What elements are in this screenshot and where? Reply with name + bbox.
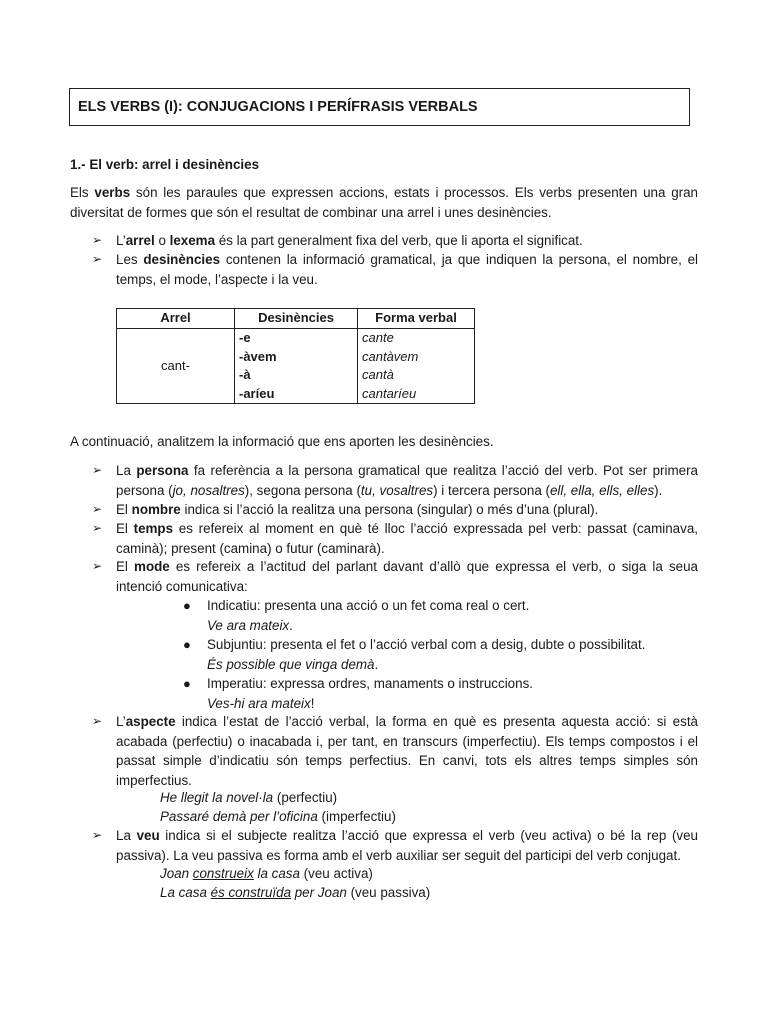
bullet-dot-icon: ● bbox=[183, 637, 191, 652]
mode-indicatiu: ● Indicatiu: presenta una acció o un fet coma real o cert. Ve ara mateix. bbox=[183, 598, 530, 633]
text-run: Els bbox=[70, 185, 95, 200]
bullet-aspecte: ➢ L’aspecte indica l’estat de l’acció verbal, la forma en què es presenta aquesta acció: si està acabada (perfectiu) o inacabada i, per tant, en transcurs (imperfectiu). Els temps compostos i el passat simple d’indicatiu són temps perfectius. En canvi, tots els altres temps simples són imperfectius. bbox=[92, 714, 698, 788]
text-run: són les paraules que expressen accions, estats i processos. Els verbs presenten una gran diversitat de formes que són el resultat de combinar una arrel i unes desinències. bbox=[70, 185, 699, 220]
bullet-dot-icon: ● bbox=[183, 676, 191, 691]
table-cell-root: cant- bbox=[117, 329, 235, 404]
bullet-nombre: ➢ El nombre indica si l’acció la realitza una persona (singular) o més d’una (plural). bbox=[92, 500, 698, 520]
desinences-table bbox=[116, 308, 475, 404]
intro-paragraph bbox=[70, 183, 698, 222]
bullet-veu: ➢ La veu indica si el subjecte realitza l’acció que expressa el verb (veu activa) o bé la rep (veu passiva). La veu passiva es forma amb el verb auxiliar ser seguit del participi del verb conjugat. bbox=[92, 828, 698, 863]
arrow-bullet-icon: ➢ bbox=[92, 714, 103, 728]
page-title bbox=[69, 88, 690, 126]
text-run-bold: verbs bbox=[94, 185, 131, 200]
table-header: Desinències bbox=[235, 309, 358, 329]
section2-intro: A continuació, analitzem la informació que ens aporten les desinències. bbox=[70, 434, 494, 449]
veu-example-active: Joan construeix la casa (veu activa) bbox=[160, 866, 373, 881]
veu-example-passive: La casa és construïda per Joan (veu passiva) bbox=[160, 885, 431, 900]
arrow-bullet-icon: ➢ bbox=[92, 521, 103, 535]
arrow-bullet-icon: ➢ bbox=[92, 463, 103, 477]
arrow-bullet-icon: ➢ bbox=[92, 559, 103, 573]
section-heading: 1.- El verb: arrel i desinències bbox=[70, 157, 260, 172]
aspecte-example: Passaré demà per l’oficina (imperfectiu) bbox=[160, 809, 396, 824]
arrow-bullet-icon: ➢ bbox=[92, 828, 103, 842]
bullet-mode: ➢ El mode es refereix a l’actitud del parlant davant d’allò que expressa el verb, o siga la seua intenció comunicativa: bbox=[92, 559, 698, 594]
mode-imperatiu: ● Imperatiu: expressa ordres, manaments o instruccions. Ves-hi ara mateix! bbox=[183, 676, 533, 711]
arrow-bullet-icon: ➢ bbox=[92, 502, 103, 516]
page-title-text: ELS VERBS (I): CONJUGACIONS I PERÍFRASIS VERBALS bbox=[78, 99, 478, 115]
mode-subjuntiu: ● Subjuntiu: presenta el fet o l’acció verbal com a desig, dubte o possibilitat. És possible que vinga demà. bbox=[183, 637, 646, 672]
bullet-persona: ➢ La persona fa referència a la persona gramatical que realitza l’acció del verb. Pot ser primera persona (jo, nosaltres), segona persona (tu, vosaltres) i tercera persona (ell, ella, ells, elles). bbox=[92, 463, 698, 498]
aspecte-example: He llegit la novel·la (perfectiu) bbox=[160, 790, 338, 805]
arrow-bullet-icon: ➢ bbox=[92, 233, 103, 247]
arrow-bullet-icon: ➢ bbox=[92, 252, 103, 266]
table-header: Arrel bbox=[117, 309, 235, 329]
table-header: Forma verbal bbox=[358, 309, 475, 329]
bullet-dot-icon: ● bbox=[183, 598, 191, 613]
bullet-arrel: ➢ L’arrel o lexema és la part generalment fixa del verb, que li aporta el significat. bbox=[92, 231, 698, 251]
bullet-desinencies: ➢ Les desinències contenen la informació gramatical, ja que indiquen la persona, el nombre, el temps, el mode, l’aspecte i la veu. bbox=[92, 252, 699, 287]
table-cell-forms: cante cantàvem cantà cantaríeu bbox=[358, 329, 475, 404]
table-cell-endings: -e -àvem -à -aríeu bbox=[235, 329, 358, 404]
bullet-temps: ➢ El temps es refereix al moment en què té lloc l’acció expressada pel verb: passat (caminava, caminà); present (camina) o futur (caminarà). bbox=[92, 521, 698, 556]
